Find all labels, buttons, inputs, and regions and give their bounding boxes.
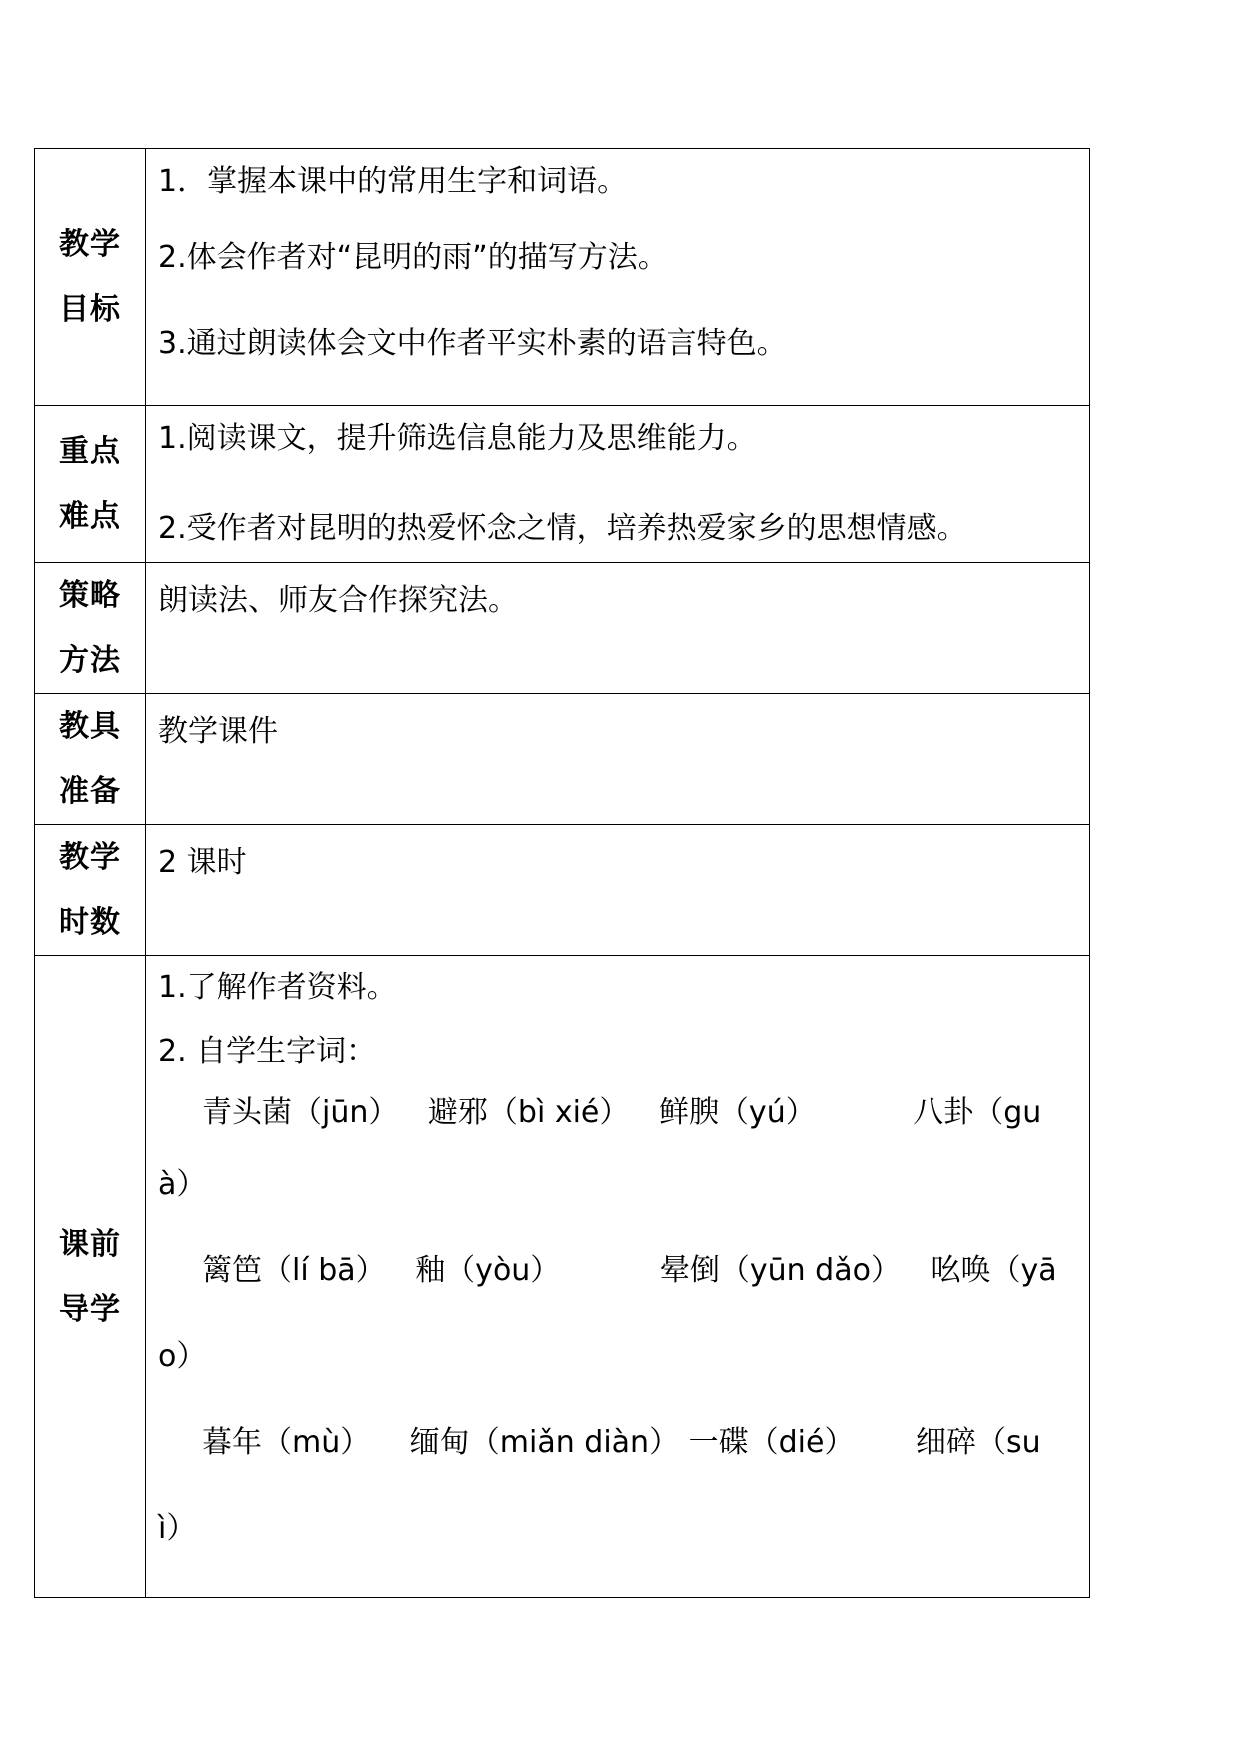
- label-text-bottom: 方法: [59, 643, 121, 678]
- vocab-line: [158, 1084, 1077, 1142]
- vocab-word: 一碟（dié）: [688, 1425, 855, 1460]
- label-key-difficulties: [35, 406, 146, 563]
- vocab-word: 八卦（gu: [913, 1095, 1042, 1130]
- label-teaching-tools: [35, 694, 146, 825]
- label-text-bottom: 目标: [59, 292, 121, 327]
- label-teaching-hours: [35, 825, 146, 956]
- vocab-line: [158, 1400, 1077, 1486]
- hours-text: 2 课时: [158, 845, 247, 880]
- label-text-top: 课前: [59, 1226, 121, 1262]
- label-text-top: 策略: [59, 578, 121, 613]
- preview-step: 2. 自学生字词：: [158, 1034, 377, 1069]
- vocab-wrap: o）: [158, 1339, 207, 1374]
- vocab-word: 篱笆（lí bā）: [202, 1253, 386, 1288]
- vocab-wrap: à）: [158, 1167, 207, 1202]
- label-teaching-goals: [35, 149, 146, 406]
- vocab-word: 晕倒（yūn dǎo）: [659, 1253, 901, 1288]
- content-teaching-goals: [146, 149, 1090, 406]
- row-teaching-goals: [35, 149, 1090, 406]
- vocab-word: 避邪（bì xié）: [427, 1095, 630, 1130]
- vocab-word: 青头菌（jūn）: [202, 1095, 399, 1130]
- label-text-top: 重点: [59, 434, 121, 469]
- label-strategy-method: [35, 563, 146, 694]
- label-text-top: 教具: [59, 709, 121, 744]
- label-text-bottom: 导学: [59, 1291, 121, 1327]
- vocab-word: 缅甸（miǎn diàn）: [409, 1425, 680, 1460]
- preview-step: 1.了解作者资料。: [158, 970, 397, 1005]
- content-pre-class-guide: [146, 956, 1090, 1598]
- vocab-wrap: ì）: [158, 1511, 197, 1546]
- goal-item: 1．掌握本课中的常用生字和词语。: [158, 164, 628, 199]
- goal-item: 2.体会作者对“昆明的雨”的描写方法。: [158, 240, 668, 275]
- content-key-difficulties: [146, 406, 1090, 563]
- goal-item: 3.通过朗读体会文中作者平实朴素的语言特色。: [158, 326, 787, 361]
- key-item: 2.受作者对昆明的热爱怀念之情，培养热爱家乡的思想情感。: [158, 511, 967, 546]
- label-text-bottom: 准备: [59, 774, 121, 809]
- row-teaching-hours: [35, 825, 1090, 956]
- row-key-difficulties: [35, 406, 1090, 563]
- content-teaching-tools: [146, 694, 1090, 825]
- label-text-bottom: 时数: [59, 905, 121, 940]
- tools-text: 教学课件: [158, 714, 278, 749]
- vocab-word: 细碎（su: [916, 1425, 1041, 1460]
- lesson-plan-table: [34, 148, 1090, 1598]
- content-strategy-method: [146, 563, 1090, 694]
- content-teaching-hours: [146, 825, 1090, 956]
- method-text: 朗读法、师友合作探究法。: [158, 583, 518, 618]
- vocab-word: 釉（yòu）: [415, 1253, 561, 1288]
- row-teaching-tools: [35, 694, 1090, 825]
- label-text-top: 教学: [59, 227, 121, 262]
- label-pre-class-guide: [35, 956, 146, 1598]
- vocab-word: 鲜腴（yú）: [658, 1095, 816, 1130]
- vocab-word: 吆唤（yā: [930, 1253, 1057, 1288]
- row-pre-class-guide: [35, 956, 1090, 1598]
- vocab-line: [158, 1228, 1077, 1314]
- row-strategy-method: [35, 563, 1090, 694]
- label-text-bottom: 难点: [59, 499, 121, 534]
- vocab-word: 暮年（mù）: [202, 1425, 371, 1460]
- key-item: 1.阅读课文，提升筛选信息能力及思维能力。: [158, 421, 757, 456]
- label-text-top: 教学: [59, 840, 121, 875]
